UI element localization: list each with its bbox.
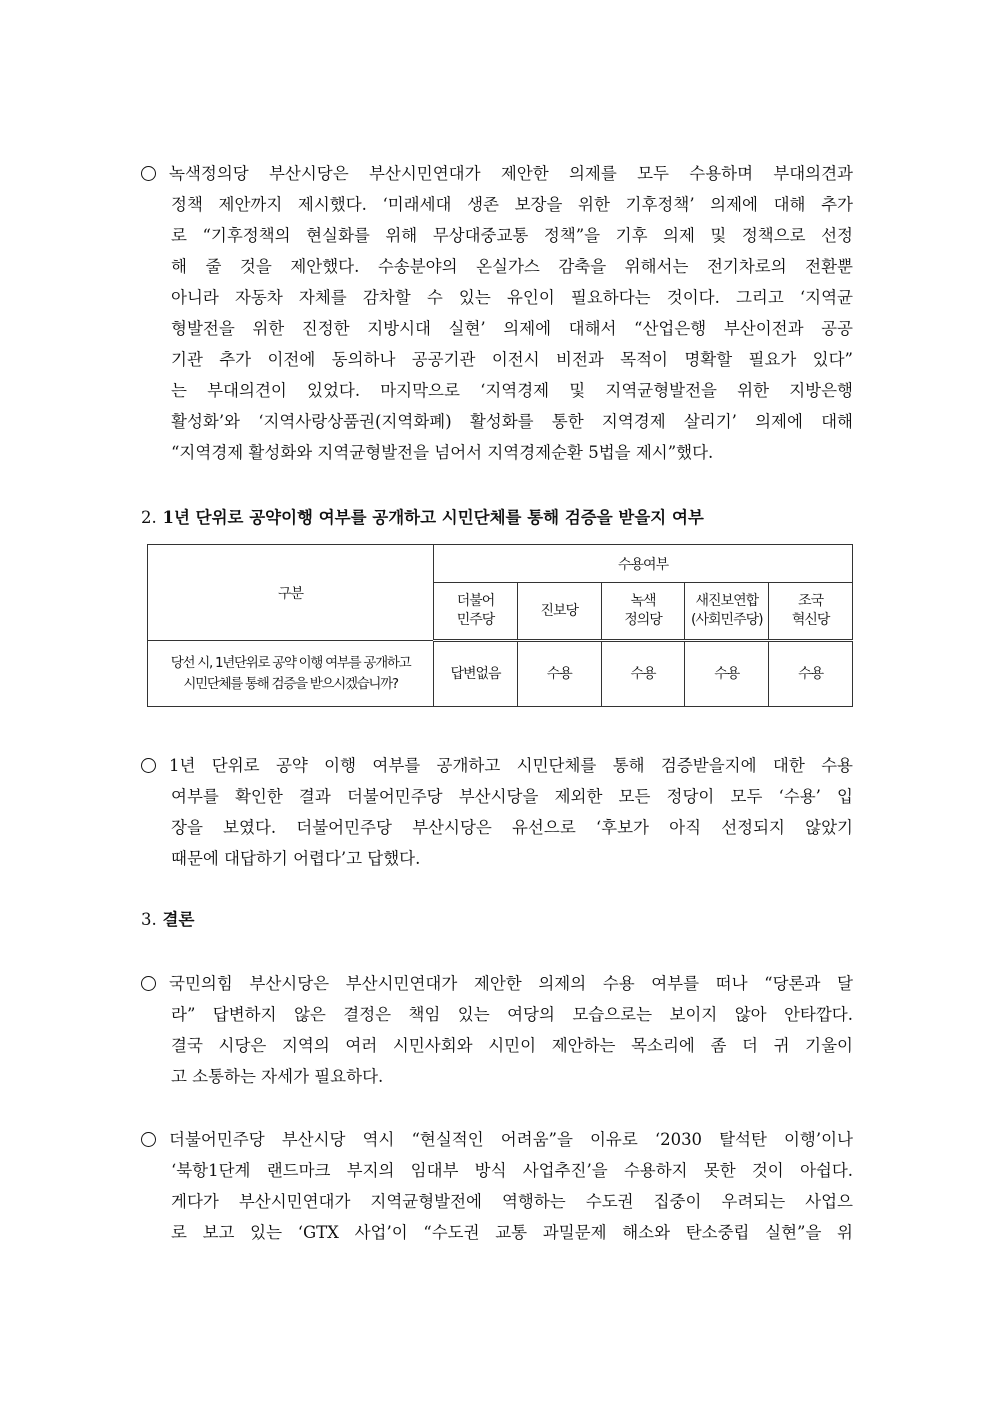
table-header-group: 수용여부 [434,545,853,583]
section-title: 1년 단위로 공약이행 여부를 공개하고 시민단체를 통해 검증을 받을지 여부 [162,508,704,527]
paragraph-line: 여부를 확인한 결과 더불어민주당 부산시당을 제외한 모든 정당이 모두 ‘수용’ 입 [171,787,853,806]
paragraph-line-text: 국민의힘 부산시당은 부산시민연대가 제안한 의제의 수용 여부를 떠나 “당론과 달 [169,974,853,993]
party-name-line: 녹색 [630,593,656,609]
paragraph-line: 때문에 대답하기 어렵다’고 답했다. [171,849,421,868]
paragraph-line: ‘북항1단계 랜드마크 부지의 임대부 방식 사업추진’을 수용하지 못한 것이 아쉽다. [171,1161,853,1180]
section-number: 2. [141,508,157,527]
paragraph-line [141,968,853,999]
answer-cell: 수용 [517,641,601,707]
paragraph-line [141,1124,853,1155]
paragraph-line: 로 “기후정책의 현실화를 위해 무상대중교통 정책”을 기후 의제 및 정책으로 선정 [171,226,853,245]
answer-cell: 수용 [601,641,685,707]
paragraph-line: 활성화’와 ‘지역사랑상품권(지역화폐) 활성화를 통한 지역경제 살리기’ 의제에 대해 [171,412,853,431]
paragraph-line: 로 보고 있는 ‘GTX 사업’이 “수도권 교통 과밀문제 해소와 탄소중립 실현”을 위 [171,1223,853,1242]
section-title: 결론 [162,910,195,929]
paragraph-line: 는 부대의견이 있었다. 마지막으로 ‘지역경제 및 지역균형발전을 위한 지방은행 [171,381,853,400]
answer-cell: 수용 [769,641,853,707]
answer-cell: 답변없음 [434,641,518,707]
paragraph-line: 형발전을 위한 진정한 지방시대 실현’ 의제에 대해서 “산업은행 부산이전과 공공 [171,319,853,338]
party-name-line: 새진보연합 [695,593,759,609]
paragraph-line: 결국 시당은 지역의 여러 시민사회와 시민이 제안하는 목소리에 좀 더 귀 기울이 [171,1036,853,1055]
paragraph-green-justice-party [141,158,853,468]
paragraph-line: 장을 보였다. 더불어민주당 부산시당은 유선으로 ‘후보가 아직 선정되지 않았기 [171,818,853,837]
paragraph-line: 게다가 부산시민연대가 지역균형발전에 역행하는 수도권 집중이 우려되는 사업으 [171,1192,853,1211]
paragraph-conclusion-democratic [141,1124,853,1248]
circle-bullet-icon [141,1132,156,1147]
paragraph-line: “지역경제 활성화와 지역균형발전을 넘어서 지역경제순환 5법을 제시”했다. [171,443,714,462]
paragraph-line-text: 1년 단위로 공약 이행 여부를 공개하고 시민단체를 통해 검증받을지에 대한 수용 [169,756,853,775]
party-header-cell [434,583,518,641]
answer-cell: 수용 [685,641,769,707]
table-header-row [148,545,853,583]
party-name-line: 진보당 [540,602,579,619]
paragraph-line-text: 녹색정의당 부산시당은 부산시민연대가 제안한 의제를 모두 수용하며 부대의견과 [169,164,853,183]
party-header-cell [517,583,601,641]
paragraph-line-text: 더불어민주당 부산시당 역시 “현실적인 어려움”을 이유로 ‘2030 탈석탄 이행’이나 [169,1130,853,1149]
circle-bullet-icon [141,976,156,991]
party-header-cell [685,583,769,641]
question-line: 시민단체를 통해 검증을 받으시겠습니까? [183,675,398,692]
question-cell [148,641,434,707]
paragraph-line: 정책 제안까지 제시했다. ‘미래세대 생존 보장을 위한 기후정책’ 의제에 대해 추가 [171,195,853,214]
party-header-cell [601,583,685,641]
paragraph-conclusion-ppp [141,968,853,1092]
paragraph-table-summary [141,750,853,874]
party-name-line: 조국 [798,593,824,609]
acceptance-table [147,544,853,707]
paragraph-line: 아니라 자동차 자체를 감차할 수 있는 유인이 필요하다는 것이다. 그리고 ‘지역균 [171,288,853,307]
paragraph-line: 라” 답변하지 않은 결정은 책임 있는 여당의 모습으로는 보이지 않아 안타깝다. [171,1005,853,1024]
party-name-line: 민주당 [456,612,495,628]
table-header-category: 구분 [148,545,434,641]
paragraph-line: 기관 추가 이전에 동의하나 공공기관 이전시 비전과 목적이 명확할 필요가 있다” [171,350,853,369]
party-header-cell [769,583,853,641]
party-name-line: 더불어 [456,593,495,609]
section-number: 3. [141,910,157,929]
section-heading-3 [141,908,194,932]
party-name-line: 정의당 [624,612,662,628]
section-heading-2 [141,506,704,530]
circle-bullet-icon [141,758,156,773]
question-line: 당선 시, 1년단위로 공약 이행 여부를 공개하고 [170,654,411,671]
party-name-line: (사회민주당) [691,612,763,628]
party-name-line: 혁신당 [791,612,830,628]
paragraph-line: 해 줄 것을 제안했다. 수송분야의 온실가스 감축을 위해서는 전기차로의 전환뿐 [171,257,853,276]
paragraph-line [141,750,853,781]
paragraph-line: 고 소통하는 자세가 필요하다. [171,1067,384,1086]
table-row [148,641,853,707]
paragraph-line [141,158,853,189]
circle-bullet-icon [141,166,156,181]
